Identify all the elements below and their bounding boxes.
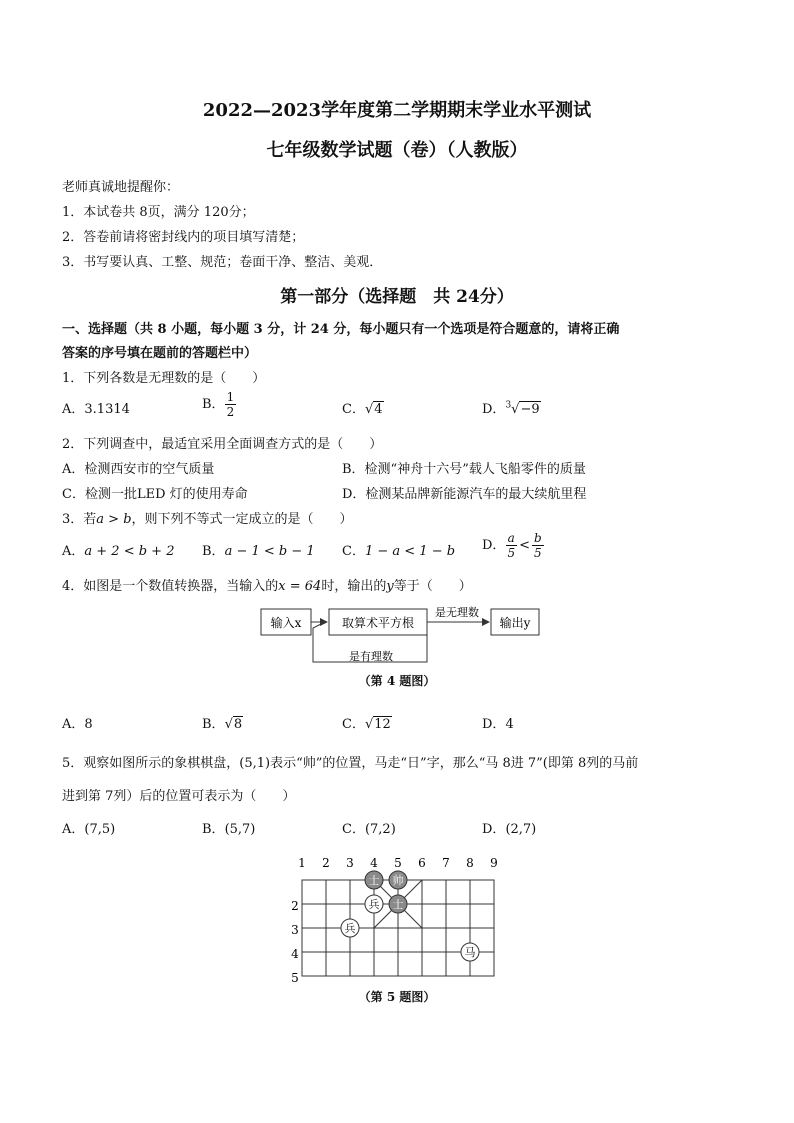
q1-label-c: C． (342, 402, 365, 417)
q3-c-value: 1 − a < 1 − b (364, 544, 456, 559)
piece-bing-1 (365, 895, 383, 913)
q4-rational-label: 是有理数 (349, 650, 393, 663)
notice-item-2: 2．答卷前请将密封线内的项目填写清楚； (62, 230, 305, 245)
q1-option-a (62, 398, 130, 417)
q4-irrational-label: 是无理数 (435, 606, 479, 619)
piece-shuai-label: 帅 (392, 874, 404, 887)
q5-stem-line1 (62, 752, 638, 771)
q4-label-d: D． (482, 717, 506, 732)
q2-option-b: B．检测“神舟十六号”载人飞船零件的质量 (342, 462, 586, 477)
q3-d-den2: 5 (534, 546, 542, 560)
q4-output-label: 输出y (499, 616, 531, 630)
q3-a-value: a + 2 < b + 2 (84, 544, 175, 559)
col-label-2: 2 (322, 856, 330, 870)
q4-option-c (342, 713, 392, 732)
q3-option-a (62, 540, 174, 559)
piece-bing-2-label: 兵 (344, 922, 356, 935)
q4-c-sqrt: √12 (364, 717, 391, 732)
q1-b-fraction (225, 390, 237, 419)
q1-b-numerator: 1 (226, 390, 235, 404)
q3-d-lt: < (519, 538, 530, 553)
q4-a-value: 8 (84, 717, 93, 732)
row-label-2: 2 (291, 899, 299, 913)
section-title: 第一部分（选择题 共 24分） (280, 287, 514, 307)
q3-b-value: a − 1 < b − 1 (224, 544, 315, 559)
piece-bing-2 (341, 919, 359, 937)
piece-shuai (389, 871, 407, 889)
q5-option-a (62, 818, 115, 837)
q1-option-d (482, 398, 541, 417)
q3-label-b: B． (202, 544, 225, 559)
section-heading-line2: 答案的序号填在题前的答题栏中） (62, 346, 258, 361)
q4-c-radicand: 12 (374, 717, 391, 732)
row-label-5: 5 (291, 971, 299, 985)
q3-d-num1: a (507, 531, 515, 545)
q1-d-radicand: −9 (520, 402, 540, 417)
piece-ma (461, 943, 479, 961)
q1-a-value: 3.1314 (84, 402, 130, 417)
q4-label-a: A． (62, 717, 85, 732)
q4-caption: （第 4 题图） (358, 674, 436, 688)
notice-item-1: 1．本试卷共 8页，满分 120分； (62, 205, 255, 220)
q3-option-c (342, 540, 455, 559)
q3-stem-post: ，则下列不等式一定成立的是（ ） (131, 512, 353, 527)
q5-chess-board (280, 852, 520, 988)
q4-stem-expr: x = 64 (278, 579, 322, 594)
q4-option-d (482, 713, 514, 732)
col-label-1: 1 (298, 856, 306, 870)
q3-stem-pre: 3．若 (62, 512, 97, 527)
q1-label-a: A． (62, 402, 85, 417)
q4-converter-diagram (255, 600, 545, 672)
piece-shi-1-label: 士 (368, 874, 380, 887)
q3-label-d: D． (482, 538, 506, 553)
q5-option-c (342, 818, 396, 837)
q3-d-den1: 5 (507, 546, 516, 560)
q4-stem (62, 575, 472, 594)
q2-option-a: A．检测西安市的空气质量 (62, 462, 215, 477)
q2-stem: 2．下列调查中，最适宜采用全面调查方式的是（ ） (62, 437, 383, 452)
section-heading-line1: 一、选择题（共 8 小题，每小题 3 分，计 24 分，每小题只有一个选项是符合题意的，请将正确 (62, 322, 620, 337)
q4-stem-mid: 时，输出的 (321, 579, 387, 594)
q3-option-d (482, 531, 544, 560)
q4-input-label: 输入x (270, 616, 302, 630)
col-label-9: 9 (490, 856, 498, 870)
q4-option-a (62, 713, 93, 732)
q5-option-b (202, 818, 255, 837)
board-grid (302, 880, 494, 976)
piece-shi-2-label: 士 (392, 898, 404, 911)
q4-option-b (202, 713, 243, 732)
piece-bing-1-label: 兵 (368, 898, 380, 911)
q1-c-radicand: 4 (374, 402, 383, 417)
q1-option-c (342, 398, 384, 417)
q4-stem-pre: 4．如图是一个数值转换器，当输入的 (62, 579, 279, 594)
q5-d-value: (2,7) (505, 822, 537, 837)
q4-stem-var: y (386, 579, 394, 594)
col-label-3: 3 (346, 856, 354, 870)
q4-label-b: B． (202, 717, 225, 732)
col-label-7: 7 (442, 856, 450, 870)
piece-ma-label: 马 (464, 946, 476, 959)
piece-shi-1 (365, 871, 383, 889)
q2-option-d: D．检测某品牌新能源汽车的最大续航里程 (342, 487, 587, 502)
exam-title: 2022—2023学年度第二学期期末学业水平测试 (202, 100, 592, 121)
q5-option-d (482, 818, 536, 837)
q5-stem-coord: (5,1) (239, 756, 271, 771)
q4-b-radicand: 8 (233, 717, 243, 732)
q1-b-denominator: 2 (226, 405, 235, 419)
row-label-4: 4 (291, 947, 299, 961)
q5-caption: （第 5 题图） (358, 990, 436, 1004)
q5-b-value: (5,7) (224, 822, 256, 837)
q3-label-c: C． (342, 544, 365, 559)
q2-option-c: C．检测一批LED 灯的使用寿命 (62, 487, 248, 502)
notice-intro: 老师真诚地提醒你： (62, 180, 180, 195)
col-label-8: 8 (466, 856, 474, 870)
q4-label-c: C． (342, 717, 365, 732)
q5-stem-line2: 进到第 7列）后的位置可表示为（ ） (62, 789, 296, 804)
piece-shi-2 (389, 895, 407, 913)
col-label-6: 6 (418, 856, 426, 870)
col-label-4: 4 (370, 856, 378, 870)
q4-stem-post: 等于（ ） (393, 579, 472, 594)
q3-stem (62, 508, 353, 527)
q5-label-d: D． (482, 822, 506, 837)
q5-a-value: (7,5) (84, 822, 116, 837)
q4-d-value: 4 (505, 717, 514, 732)
q3-option-b (202, 540, 315, 559)
q5-stem-pre: 5．观察如图所示的象棋棋盘， (62, 756, 240, 771)
q3-stem-expr: a > b (96, 512, 132, 527)
q4-process-label: 取算术平方根 (341, 616, 415, 630)
q4-b-sqrt: √8 (224, 717, 243, 732)
q5-label-a: A． (62, 822, 85, 837)
q1-stem: 1．下列各数是无理数的是（ ） (62, 371, 266, 386)
q1-d-cbrt: √−9 (511, 402, 540, 417)
q3-d-frac-b (532, 531, 544, 560)
q1-label-b: B． (202, 397, 225, 412)
q5-label-c: C． (342, 822, 365, 837)
exam-subtitle: 七年级数学试题（卷）（人教版） (266, 140, 528, 161)
notice-item-3: 3．书写要认真、工整、规范；卷面干净、整洁、美观． (62, 255, 383, 270)
q3-d-num2: b (533, 531, 542, 545)
col-label-5: 5 (394, 856, 402, 870)
q1-option-b (202, 390, 236, 419)
q3-label-a: A． (62, 544, 85, 559)
q1-label-d: D． (482, 402, 506, 417)
q3-d-frac-a (505, 531, 517, 560)
row-label-3: 3 (291, 923, 299, 937)
q1-c-sqrt: √4 (364, 402, 383, 417)
q5-stem-post: 表示“帅”的位置，马走“日”字，那么“马 8进 7”(即第 8列的马前 (270, 756, 639, 771)
q1-d-index: 3 (505, 400, 512, 411)
q5-c-value: (7,2) (364, 822, 396, 837)
q5-label-b: B． (202, 822, 225, 837)
